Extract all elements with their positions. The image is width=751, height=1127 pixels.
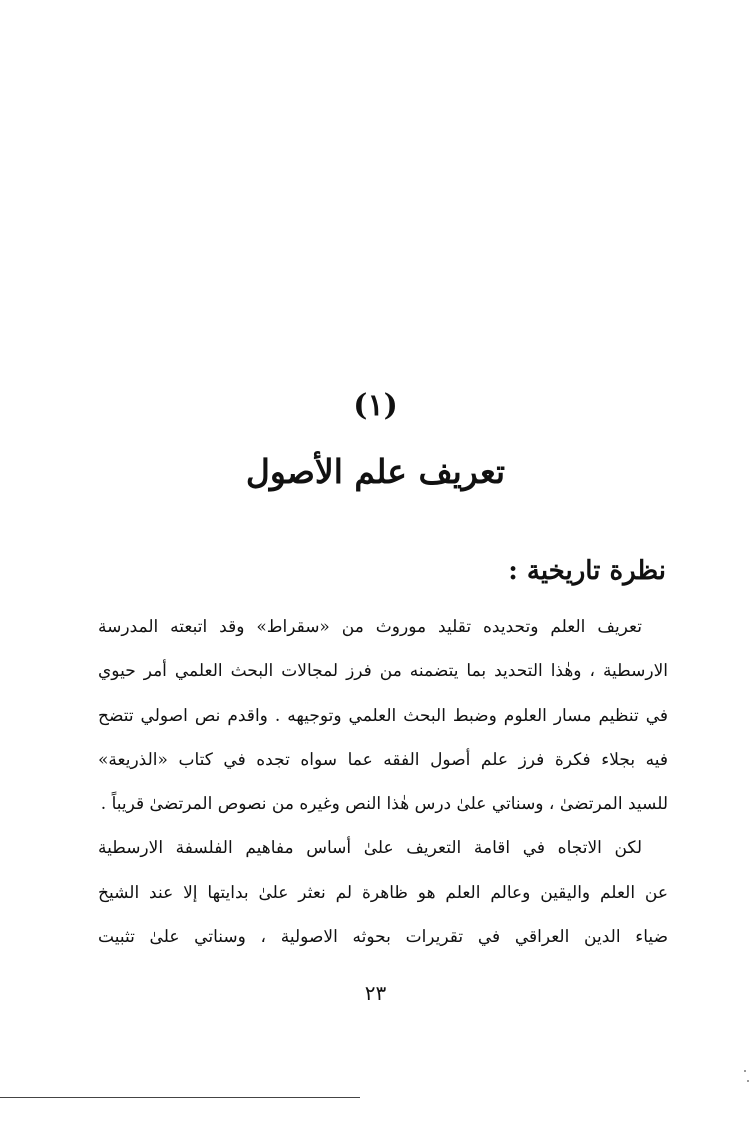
- page-number: ٢٣: [364, 981, 387, 1005]
- scan-speck: [744, 1070, 746, 1072]
- chapter-number: (١): [353, 388, 398, 423]
- paragraph-1-line-1: تعريف العلم وتحديده تقليد موروث من «سقراط» وقد اتبعته المدرسة: [98, 617, 642, 637]
- paragraph-1-line-5: للسيد المرتضىٰ ، وسناتي علىٰ درس هٰذا النص وغيره من نصوص المرتضىٰ قريباً .: [100, 794, 668, 815]
- scan-edge-line: [0, 1097, 360, 1098]
- paragraph-1-line-3: في تنظيم مسار العلوم وضبط البحث العلمي وتوجيهه . واقدم نص اصولي تتضح: [98, 705, 668, 726]
- paragraph-2-line-3: ضياء الدين العراقي في تقريرات بحوثه الاصولية ، وسناتي علىٰ تثبيت: [98, 927, 668, 948]
- paragraph-1-line-4: فيه بجلاء فكرة فرز علم أصول الفقه عما سواه تجده في كتاب «الذريعة»: [98, 749, 668, 770]
- scan-speck: [747, 1080, 749, 1082]
- section-heading: نظرة تاريخية :: [508, 556, 666, 586]
- paragraph-2-line-2: عن العلم واليقين وعالم العلم هو ظاهرة لم نعثر علىٰ بدايتها إلا عند الشيخ: [98, 882, 668, 903]
- body-text: [98, 605, 668, 959]
- chapter-title: تعريف علم الأصول: [245, 452, 506, 491]
- paragraph-1-line-2: الارسطية ، وهٰذا التحديد بما يتضمنه من فرز لمجالات البحث العلمي أمر حيوي: [98, 661, 668, 682]
- paragraph-2-line-1: لكن الاتجاه في اقامة التعريف علىٰ أساس مفاهيم الفلسفة الارسطية: [98, 838, 642, 859]
